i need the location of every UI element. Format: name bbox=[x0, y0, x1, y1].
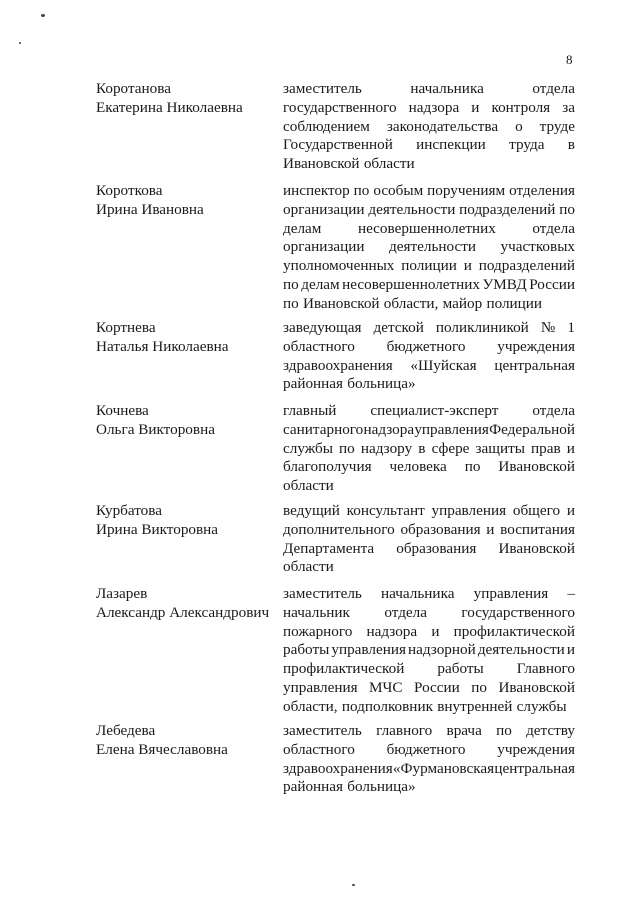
position-line bbox=[283, 722, 575, 741]
word: надзору bbox=[360, 439, 413, 457]
person-name bbox=[96, 182, 266, 219]
position-line bbox=[283, 421, 575, 440]
word: полиции bbox=[401, 257, 457, 275]
word: работы bbox=[437, 660, 484, 678]
word: МЧС bbox=[369, 678, 403, 696]
word: УМВД bbox=[482, 275, 527, 293]
word: человека bbox=[389, 458, 447, 476]
position-line bbox=[283, 80, 575, 99]
word: делам bbox=[301, 275, 340, 293]
word: по bbox=[339, 439, 355, 457]
position-line bbox=[283, 220, 575, 239]
word: учреждения bbox=[497, 337, 575, 355]
word: по bbox=[471, 678, 487, 696]
word: Федеральной bbox=[489, 420, 575, 438]
person-name bbox=[96, 402, 266, 439]
word: районная bbox=[283, 778, 344, 796]
position-line bbox=[283, 238, 575, 257]
person-name bbox=[96, 319, 266, 356]
word: Ивановской bbox=[498, 539, 575, 557]
word: начальник bbox=[283, 603, 350, 621]
word: майор bbox=[442, 294, 483, 312]
word: соблюдением bbox=[283, 117, 370, 135]
word: России bbox=[529, 275, 575, 293]
word: «Шуйская bbox=[410, 356, 477, 374]
position-line bbox=[283, 319, 575, 338]
word: по bbox=[283, 294, 299, 312]
position-description bbox=[283, 80, 575, 174]
word: внутренней bbox=[437, 697, 513, 715]
word: заместитель bbox=[283, 722, 362, 739]
surname: Кочнева bbox=[96, 402, 149, 419]
given-names: Екатерина Николаевна bbox=[96, 98, 243, 116]
word: центральная bbox=[494, 759, 575, 777]
word: № bbox=[540, 319, 556, 336]
word: надзора bbox=[366, 622, 418, 640]
word: области bbox=[283, 558, 334, 576]
word: начальника bbox=[410, 80, 484, 97]
word: специалист-эксперт bbox=[370, 402, 499, 419]
position-line bbox=[283, 604, 575, 623]
word: и bbox=[431, 622, 440, 640]
position-line bbox=[283, 679, 575, 698]
position-line bbox=[283, 502, 575, 521]
word: центральная bbox=[494, 356, 575, 374]
word: по bbox=[559, 200, 575, 218]
position-line bbox=[283, 357, 575, 376]
word: деятельности bbox=[389, 238, 476, 256]
word: Ивановской bbox=[302, 294, 380, 312]
position-description bbox=[283, 402, 575, 496]
position-description bbox=[283, 319, 575, 394]
word: учреждения bbox=[497, 740, 575, 758]
word: больница» bbox=[347, 375, 416, 393]
word: о bbox=[515, 117, 523, 135]
word: больница» bbox=[347, 778, 416, 796]
word: областного bbox=[283, 337, 355, 355]
position-line bbox=[283, 585, 575, 604]
word: образования bbox=[400, 520, 481, 538]
word: Ивановской bbox=[498, 678, 575, 696]
word: областного bbox=[283, 740, 355, 758]
position-line bbox=[283, 276, 575, 295]
word: инспекции bbox=[416, 136, 486, 154]
word: образования bbox=[396, 539, 477, 557]
word: отдела bbox=[532, 80, 575, 97]
surname: Курбатова bbox=[96, 502, 162, 519]
word: несовершеннолетних bbox=[342, 275, 481, 293]
word: сфере bbox=[431, 439, 470, 457]
position-line bbox=[283, 257, 575, 276]
word: управления bbox=[473, 585, 549, 602]
word: и bbox=[463, 257, 472, 275]
position-line bbox=[283, 540, 575, 559]
word: и bbox=[566, 439, 575, 457]
word: деятельности bbox=[368, 200, 456, 218]
word: управления bbox=[331, 641, 406, 659]
word: 1 bbox=[567, 319, 575, 336]
given-names: Ирина Ивановна bbox=[96, 200, 204, 218]
word: главный bbox=[283, 402, 337, 419]
word: и bbox=[486, 520, 495, 538]
position-line bbox=[283, 201, 575, 220]
word: управления bbox=[431, 502, 507, 519]
person-name bbox=[96, 502, 266, 539]
word: отдела bbox=[532, 219, 575, 237]
word: начальника bbox=[381, 585, 455, 602]
word: полиции bbox=[486, 294, 543, 312]
word: уполномоченных bbox=[283, 257, 395, 275]
scan-speck bbox=[352, 884, 355, 886]
word: России bbox=[414, 678, 460, 696]
word: общего bbox=[512, 502, 561, 519]
word: по bbox=[496, 722, 512, 739]
word: профилактической bbox=[453, 622, 575, 640]
word: государственного bbox=[461, 603, 575, 621]
position-line bbox=[283, 402, 575, 421]
position-description bbox=[283, 182, 575, 314]
surname: Короткова bbox=[96, 182, 163, 199]
word: «Фурмановская bbox=[392, 759, 495, 777]
word: бюджетного bbox=[386, 337, 466, 355]
word: работы bbox=[283, 641, 330, 659]
word: в bbox=[418, 439, 426, 457]
word: государственного bbox=[283, 98, 397, 116]
word: организации bbox=[283, 200, 365, 218]
word: области bbox=[363, 155, 415, 173]
word: врача bbox=[446, 722, 482, 739]
position-line bbox=[283, 182, 575, 201]
word: контроля bbox=[491, 98, 551, 116]
word: в bbox=[567, 136, 575, 154]
word: Главного bbox=[516, 660, 575, 678]
position-line bbox=[283, 760, 575, 779]
word: несовершеннолетних bbox=[357, 219, 496, 237]
scan-speck bbox=[19, 42, 21, 44]
word: дополнительного bbox=[283, 520, 395, 538]
word: за bbox=[562, 98, 575, 116]
surname: Лебедева bbox=[96, 722, 156, 739]
position-description bbox=[283, 585, 575, 717]
word: подполковник bbox=[341, 697, 433, 715]
word: отделения bbox=[509, 182, 575, 199]
person-name bbox=[96, 722, 266, 759]
word: особым bbox=[373, 182, 424, 199]
word: районная bbox=[283, 375, 344, 393]
surname: Коротанова bbox=[96, 80, 171, 97]
position-line bbox=[283, 477, 575, 496]
word: по bbox=[283, 275, 299, 293]
word: детству bbox=[526, 722, 575, 739]
position-line bbox=[283, 338, 575, 357]
word: заведующая bbox=[283, 319, 362, 336]
position-description bbox=[283, 502, 575, 577]
position-line bbox=[283, 375, 575, 394]
position-description bbox=[283, 722, 575, 797]
word: воспитания bbox=[500, 520, 575, 538]
position-line bbox=[283, 778, 575, 797]
position-line bbox=[283, 295, 575, 314]
word: санитарного bbox=[283, 420, 364, 438]
word: – bbox=[567, 585, 575, 602]
position-line bbox=[283, 741, 575, 760]
given-names: Александр Александрович bbox=[96, 603, 270, 621]
word: и bbox=[566, 641, 575, 659]
word: бюджетного bbox=[386, 740, 466, 758]
word: Ивановской bbox=[498, 458, 575, 476]
position-line bbox=[283, 99, 575, 118]
word: области, bbox=[283, 697, 338, 715]
position-line bbox=[283, 660, 575, 679]
surname: Кортнева bbox=[96, 319, 156, 336]
word: отдела bbox=[384, 603, 427, 621]
position-line bbox=[283, 458, 575, 477]
word: и bbox=[566, 502, 575, 519]
word: деятельности bbox=[477, 641, 565, 659]
given-names: Елена Вячеславовна bbox=[96, 740, 228, 758]
word: прав bbox=[531, 439, 561, 457]
word: заместитель bbox=[283, 80, 362, 97]
position-line bbox=[283, 641, 575, 660]
scan-speck bbox=[41, 14, 45, 17]
word: пожарного bbox=[283, 622, 353, 640]
word: и bbox=[471, 98, 480, 116]
position-line bbox=[283, 623, 575, 642]
word: поликлиникой bbox=[435, 319, 529, 336]
word: области bbox=[283, 477, 334, 495]
word: детской bbox=[373, 319, 424, 336]
person-name bbox=[96, 585, 270, 622]
word: управления bbox=[283, 678, 358, 696]
position-line bbox=[283, 698, 575, 717]
word: законодательства bbox=[386, 117, 499, 135]
position-line bbox=[283, 521, 575, 540]
word: надзора bbox=[408, 98, 460, 116]
word: консультант bbox=[346, 502, 425, 519]
given-names: Наталья Николаевна bbox=[96, 337, 229, 355]
word: области, bbox=[383, 294, 439, 312]
position-line bbox=[283, 155, 575, 174]
word: главного bbox=[376, 722, 433, 739]
word: инспектор bbox=[283, 182, 350, 199]
given-names: Ольга Викторовна bbox=[96, 420, 215, 438]
position-line bbox=[283, 558, 575, 577]
person-name bbox=[96, 80, 266, 117]
word: Государственной bbox=[283, 136, 393, 154]
position-line bbox=[283, 440, 575, 459]
word: отдела bbox=[532, 402, 575, 419]
word: Департамента bbox=[283, 539, 375, 557]
page-number: 8 bbox=[566, 52, 573, 67]
word: профилактической bbox=[283, 660, 405, 678]
word: по bbox=[464, 458, 481, 476]
word: подразделений bbox=[459, 200, 556, 218]
word: службы bbox=[283, 439, 333, 457]
word: участковых bbox=[500, 238, 575, 256]
surname: Лазарев bbox=[96, 585, 148, 602]
word: организации bbox=[283, 238, 365, 256]
word: заместитель bbox=[283, 585, 362, 602]
word: управления bbox=[414, 420, 489, 438]
word: делам bbox=[283, 219, 322, 237]
word: подразделений bbox=[478, 257, 575, 275]
position-line bbox=[283, 136, 575, 155]
word: благополучия bbox=[283, 458, 372, 476]
word: здравоохранения bbox=[283, 759, 393, 777]
word: поручениям bbox=[427, 182, 506, 199]
word: здравоохранения bbox=[283, 356, 393, 374]
position-line bbox=[283, 118, 575, 137]
word: Ивановской bbox=[283, 155, 360, 173]
word: труде bbox=[539, 117, 575, 135]
given-names: Ирина Викторовна bbox=[96, 520, 219, 538]
word: по bbox=[353, 182, 370, 199]
word: труда bbox=[509, 136, 545, 154]
word: ведущий bbox=[283, 502, 340, 519]
word: службы bbox=[516, 697, 567, 715]
word: защиты bbox=[475, 439, 525, 457]
word: надзора bbox=[363, 420, 415, 438]
word: надзорной bbox=[408, 641, 476, 659]
